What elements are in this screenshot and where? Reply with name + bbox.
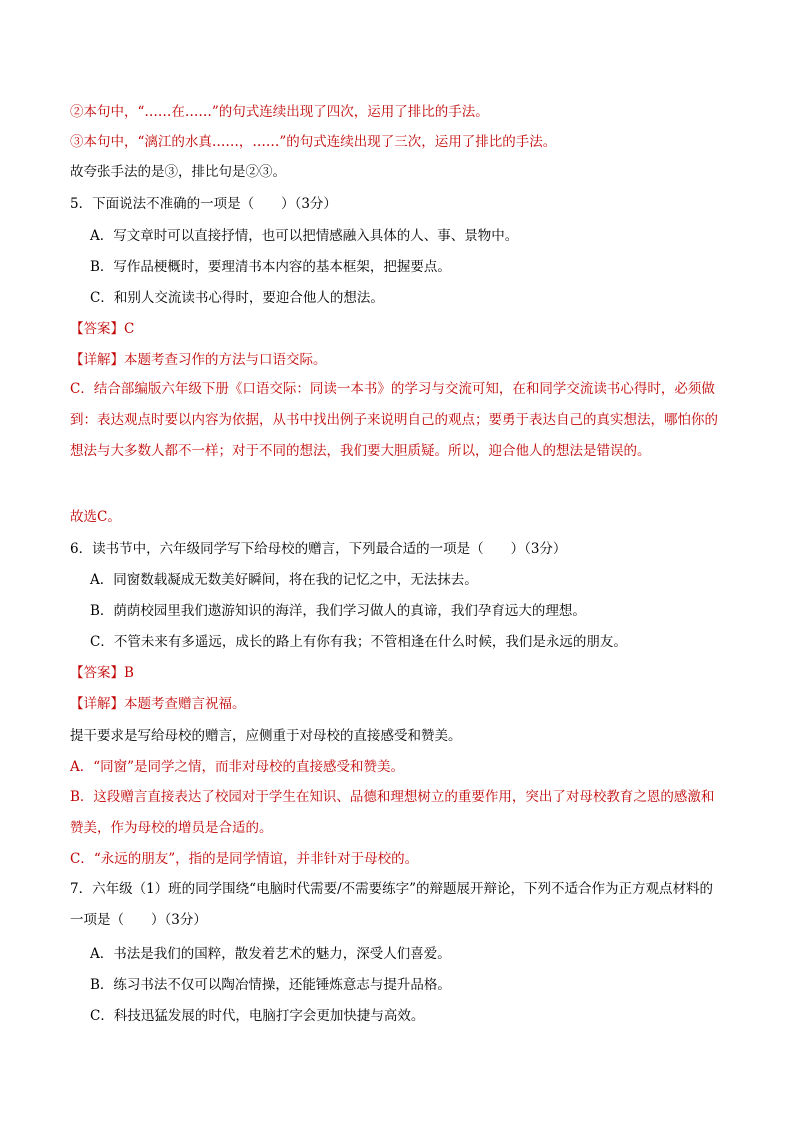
q7-option-c: C．科技迅猛发展的时代，电脑打字会更加快捷与高效。 — [90, 1008, 425, 1024]
q5-detail: 【详解】本题考查习作的方法与口语交际。 — [70, 352, 327, 368]
q6-option-a: A．同窗数载凝成无数美好瞬间，将在我的记忆之中，无法抹去。 — [90, 572, 478, 588]
explanation-line-3: ③本句中，“漓江的水真……，……”的句式连续出现了三次，运用了排比的手法。 — [70, 134, 557, 150]
q6-requirement: 提干要求是写给母校的赠言，应侧重于对母校的直接感受和赞美。 — [70, 728, 462, 744]
question-5: 5．下面说法不准确的一项是（ ）（3分） — [70, 196, 337, 212]
q5-option-b: B．写作品梗概时，要理清书本内容的基本框架，把握要点。 — [90, 259, 451, 275]
q6-option-c: C．不管未来有多遥远，成长的路上有你有我；不管相逢在什么时候，我们是永远的朋友。 — [90, 634, 627, 650]
explanation-line-2: ②本句中，“……在……”的句式连续出现了四次，运用了排比的手法。 — [70, 104, 489, 120]
question-6: 6．读书节中，六年级同学写下给母校的赠言，下列最合适的一项是（ ）（3分） — [70, 541, 567, 557]
q5-selection: 故选C。 — [70, 509, 121, 525]
conclusion-line: 故夸张手法的是③，排比句是②③。 — [70, 164, 286, 180]
q5-explanation: C．结合部编版六年级下册《口语交际：同读一本书》的学习与交流可知，在和同学交流读书心得时，必须做到：表达观点时要以内容为依据，从书中找出例子来说明自己的观点；要勇于表达自己的真实想法，哪怕你的想法与大多数人都不一样；对于不同的想法，我们要大胆质疑。所以，迎合他人的想法是错误的。 — [70, 381, 718, 459]
q6-explain-b: B．这段赠言直接表达了校园对于学生在知识、品德和理想树立的重要作用，突出了对母校教育之恩的感激和赞美，作为母校的增员是合适的。 — [70, 789, 715, 836]
question-7: 7．六年级（1）班的同学围绕“电脑时代需要/不需要练字”的辩题展开辩论，下列不适合作为正方观点材料的一项是（ ）（3分） — [70, 881, 714, 928]
q6-option-b: B．荫荫校园里我们遨游知识的海洋，我们学习做人的真谛，我们孕育远大的理想。 — [90, 603, 586, 619]
q6-detail: 【详解】本题考查赠言祝福。 — [70, 696, 246, 712]
q7-option-b: B．练习书法不仅可以陶冶情操，还能锤炼意志与提升品格。 — [90, 977, 451, 993]
q6-answer: 【答案】B — [70, 665, 134, 681]
q6-explain-c: C．“永远的朋友”，指的是同学情谊，并非针对于母校的。 — [70, 851, 419, 867]
q5-answer: 【答案】C — [70, 321, 135, 337]
q7-option-a: A．书法是我们的国粹，散发着艺术的魅力，深受人们喜爱。 — [90, 946, 451, 962]
q5-option-c: C．和别人交流读书心得时，要迎合他人的想法。 — [90, 290, 384, 306]
q5-option-a: A．写文章时可以直接抒情，也可以把情感融入具体的人、事、景物中。 — [90, 228, 519, 244]
q6-explain-a: A．“同窗”是同学之情，而非对母校的直接感受和赞美。 — [70, 759, 405, 775]
